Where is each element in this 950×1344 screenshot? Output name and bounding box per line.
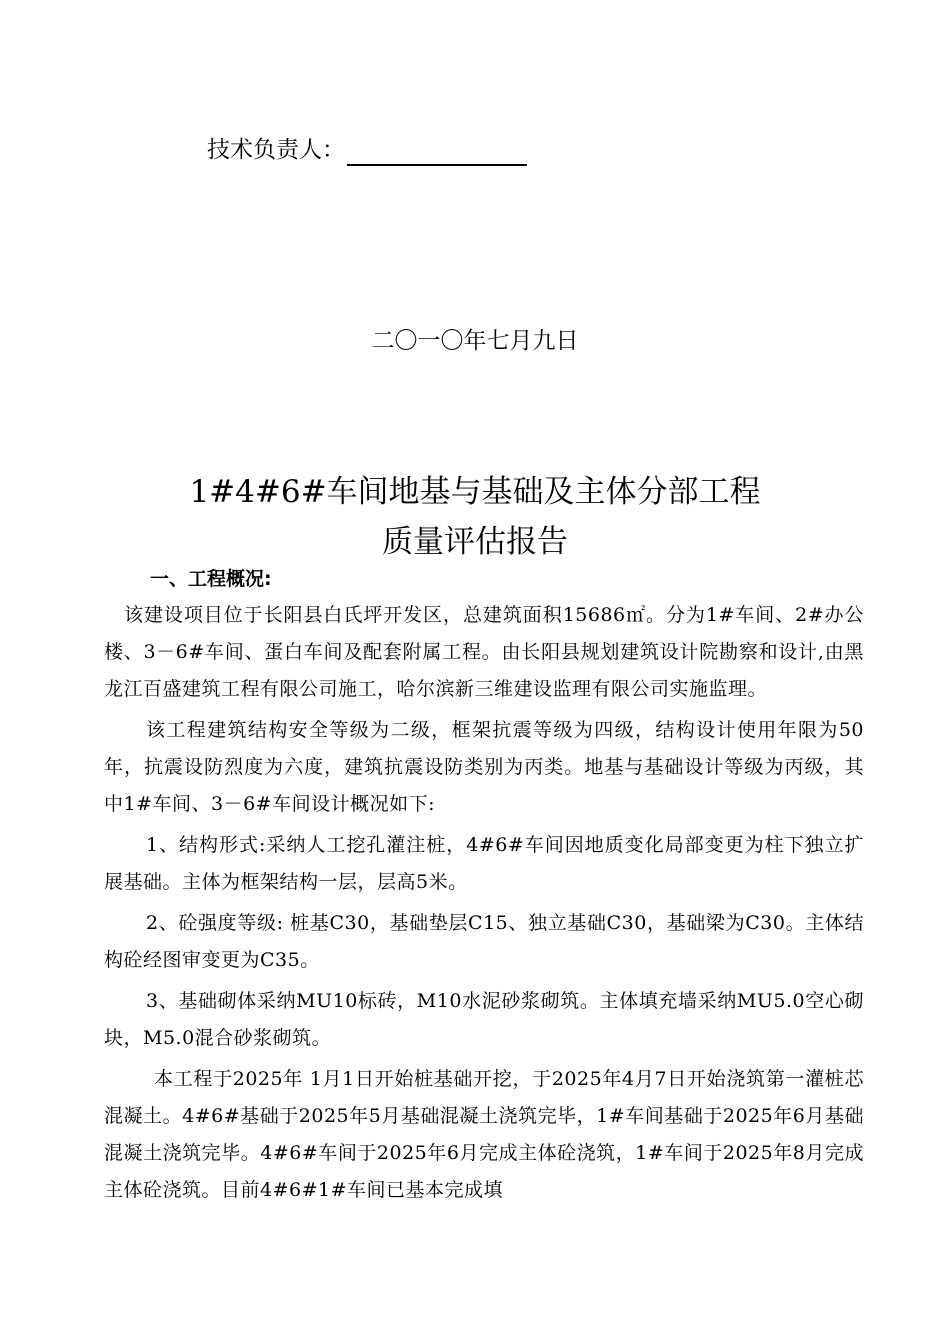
paragraph-concrete-grade: 2、砼强度等级: 桩基C30，基础垫层C15、独立基础C30，基础梁为C30。主体结构砼经图审变更为C35。	[104, 912, 864, 971]
report-title-line2: 质量评估报告	[382, 524, 568, 560]
paragraph-structure-form: 1、结构形式:采纳人工挖孔灌注桩，4#6#车间因地质变化局部变更为柱下独立扩展基础。主体为框架结构一层，层高5米。	[104, 834, 864, 893]
paragraph-masonry: 3、基础砌体采纳MU10标砖，M10水泥砂浆砌筑。主体填充墙采纳MU5.0空心砌块，M5.0混合砂浆砌筑。	[104, 990, 864, 1049]
technical-lead-label: 技术负责人：	[207, 137, 345, 163]
signature-blank	[347, 138, 527, 166]
overview-body	[104, 597, 864, 1213]
paragraph-structure-grade: 该工程建筑结构安全等级为二级，框架抗震等级为四级，结构设计使用年限为50年，抗震设防烈度为六度，建筑抗震设防类别为丙类。地基与基础设计等级为丙级，其中1#车间、3－6#车间设计概况如下:	[104, 719, 864, 815]
section-heading-overview: 一、工程概况:	[150, 568, 272, 590]
signature-line	[207, 134, 527, 166]
document-date: 二〇一〇年七月九日	[371, 328, 579, 354]
report-title-line1: 1#4#6#车间地基与基础及主体分部工程	[189, 474, 761, 510]
paragraph-schedule: 本工程于2025年 1月1日开始桩基础开挖，于2025年4月7日开始浇筑第一灌桩芯混凝土。4#6#基础于2025年5月基础混凝土浇筑完毕，1#车间基础于2025年6月基础混凝土浇筑完毕。4#6#车间于2025年6月完成主体砼浇筑，1#车间于2025年8月完成主体砼浇筑。目前4#6#1#车间已基本完成填	[104, 1068, 864, 1201]
paragraph-project-location: 该建设项目位于长阳县白氏坪开发区，总建筑面积15686㎡。分为1#车间、2#办公楼、3－6#车间、蛋白车间及配套附属工程。由长阳县规划建筑设计院勘察和设计,由黑龙江百盛建筑工程有限公司施工，哈尔滨新三维建设监理有限公司实施监理。	[104, 604, 864, 700]
